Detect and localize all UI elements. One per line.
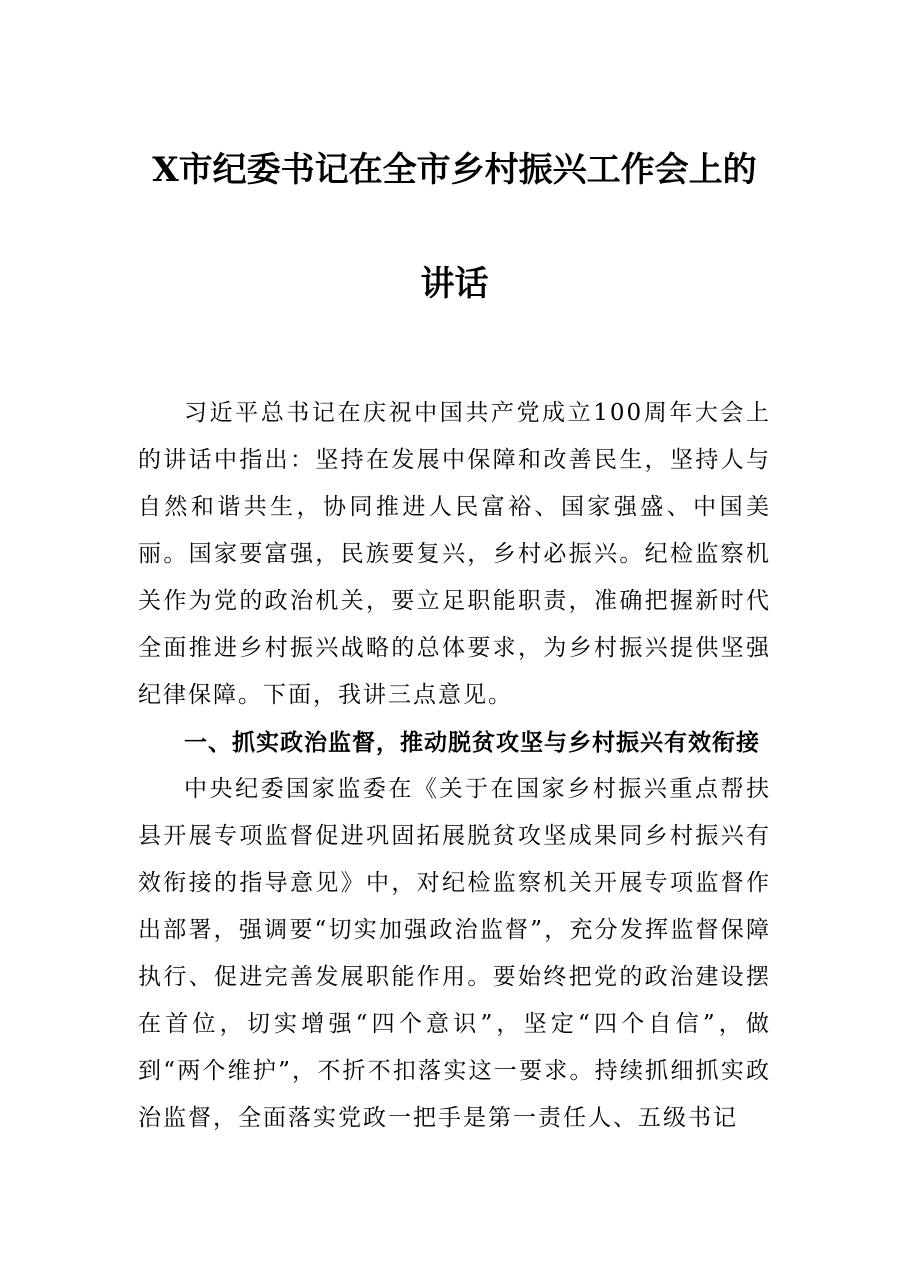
document-title-line-1: X市纪委书记在全市乡村振兴工作会上的 (152, 150, 757, 190)
document-title-line-2: 讲话 (420, 264, 489, 304)
section-1-paragraph: 中央纪委国家监委在《关于在国家乡村振兴重点帮扶县开展专项监督促进巩固拓展脱贫攻坚成果同乡村振兴有效衔接的指导意见》中，对纪检监察机关开展专项监督作出部署，强调要“切实加强政治监督”，充分发挥监督保障执行、促进完善发展职能作用。要始终把党的政治建设摆在首位，切实增强“四个意识”，坚定“四个自信”，做到“两个维护”，不折不扣落实这一要求。持续抓细抓实政治监督，全面落实党政一把手是第一责任人、五级书记 (138, 776, 771, 1131)
intro-paragraph: 习近平总书记在庆祝中国共产党成立100周年大会上的讲话中指出：坚持在发展中保障和改善民生，坚持人与自然和谐共生，协同推进人民富裕、国家强盛、中国美丽。国家要富强，民族要复兴，乡村必振兴。纪检监察机关作为党的政治机关，要立足职能职责，准确把握新时代全面推进乡村振兴战略的总体要求，为乡村振兴提供坚强纪律保障。下面，我讲三点意见。 (138, 400, 771, 708)
document-body (138, 390, 771, 1142)
section-heading-1: 一、抓实政治监督，推动脱贫攻坚与乡村振兴有效衔接 (184, 729, 760, 756)
